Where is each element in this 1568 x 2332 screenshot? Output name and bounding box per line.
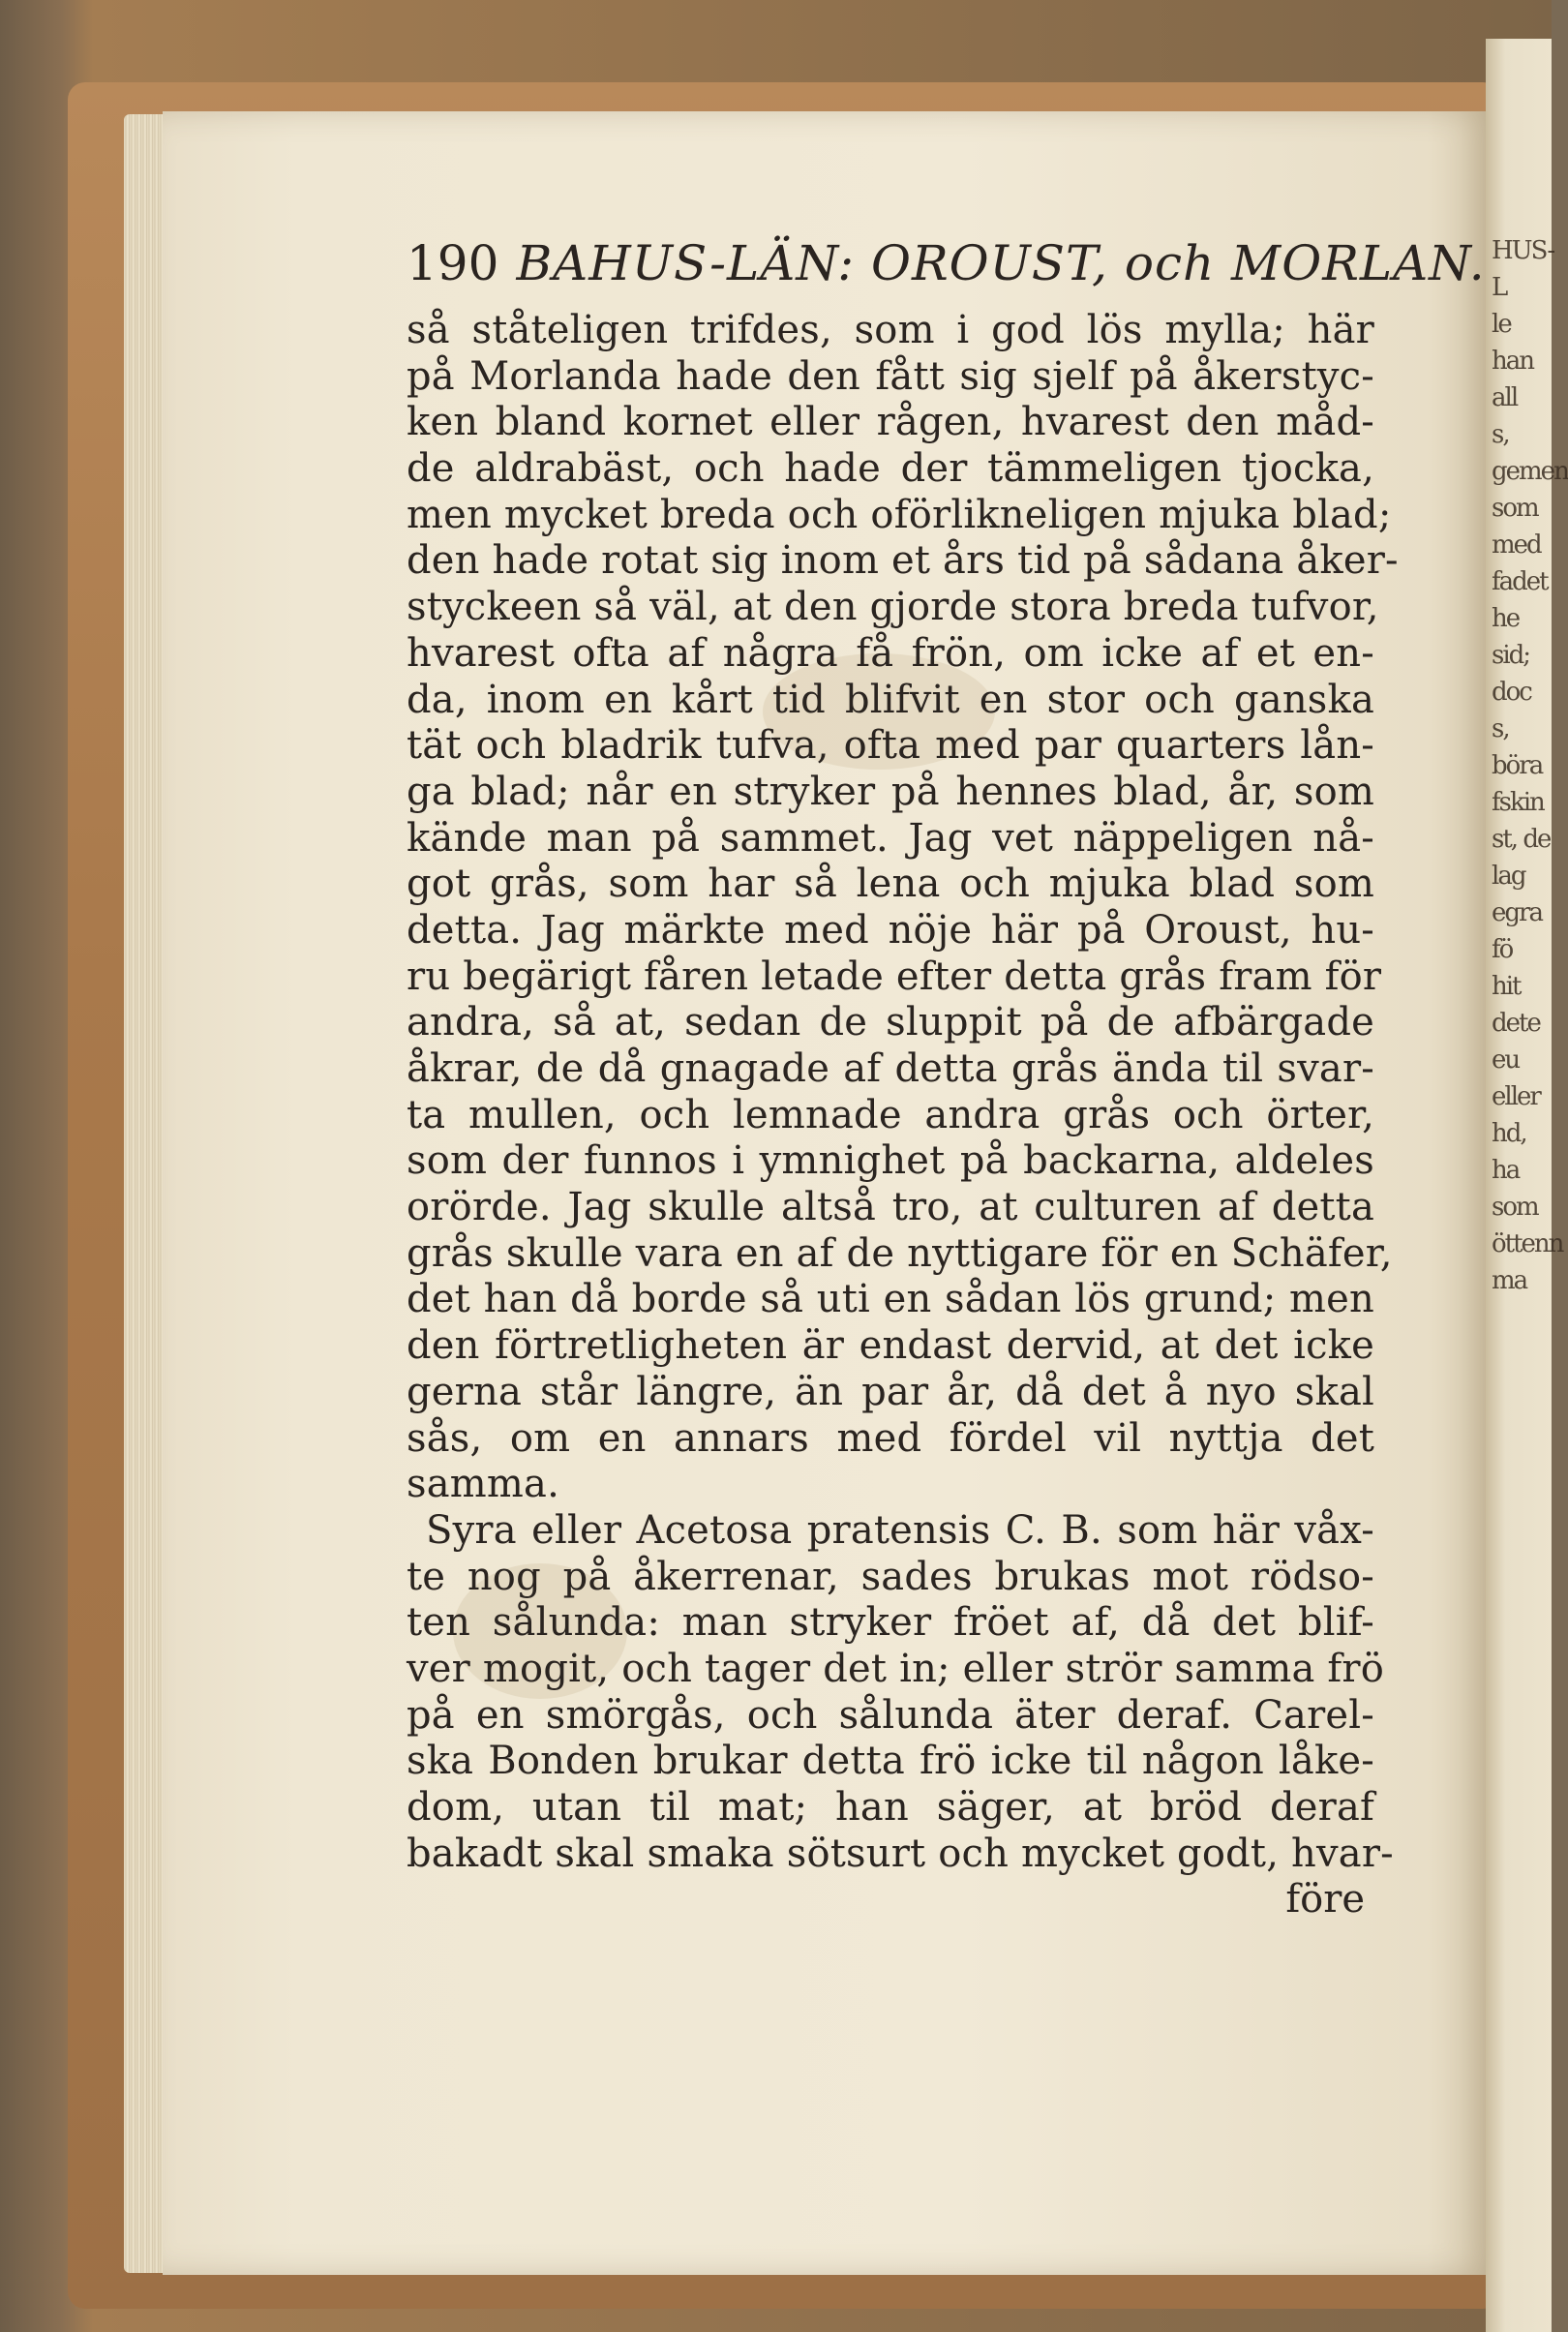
text-line: orörde. Jag skulle altså tro, at culturen af detta	[407, 1185, 1374, 1230]
text-line: Syra eller Acetosa pratensis C. B. som här våx-	[426, 1507, 1374, 1553]
fragment-line: s, gemen	[1492, 420, 1568, 486]
text-line: hvarest ofta af några få frön, om icke af et en-	[407, 630, 1374, 676]
text-line: som der funnos i ymnighet på backarna, aldeles	[407, 1138, 1374, 1184]
fragment-line: s, böra	[1492, 714, 1543, 780]
fragment-line: fadet he	[1492, 567, 1548, 633]
text-line: ken bland kornet eller rågen, hvarest den måd-	[407, 400, 1374, 445]
fragment-line: le han all	[1492, 310, 1533, 412]
fragment-line: som med	[1492, 494, 1541, 560]
fragment-line: eu eller	[1492, 1045, 1540, 1111]
fragment-line: st, de lag	[1492, 825, 1551, 891]
text-line: på Morlanda hade den fått sig sjelf på åkerstyc-	[407, 353, 1374, 399]
fragment-line: egra fö	[1492, 898, 1542, 964]
page-number: 190	[407, 235, 499, 291]
fragment-line: öttenn	[1492, 1229, 1563, 1258]
text-line: ru begärigt fåren letade efter detta grås fram för	[407, 954, 1382, 999]
fragment-line: hd, ha	[1492, 1119, 1526, 1185]
fragment-line: HUS-L	[1492, 236, 1554, 302]
text-line: da, inom en kårt tid blifvit en stor och ganska	[407, 677, 1374, 722]
fragment-line: sid; doc	[1492, 641, 1531, 707]
text-line: gerna står längre, än par år, då det å nyo skal	[407, 1369, 1374, 1414]
text-line: got grås, som har så lena och mjuka blad som	[407, 862, 1374, 907]
text-line: den förtretligheten är endast dervid, at det icke	[407, 1323, 1374, 1369]
fragment-line: fskin	[1492, 788, 1544, 817]
text-line: så ståteligen trifdes, som i god lös mylla; här	[407, 308, 1374, 352]
text-line: ga blad; når en stryker på hennes blad, år, som	[407, 769, 1374, 814]
page-edges	[124, 114, 163, 2273]
page-text	[407, 232, 1486, 1923]
text-line: sås, om en annars med fördel vil nyttja det	[407, 1415, 1374, 1461]
text-line: te nog på åkerrenar, sades brukas mot rödso-	[407, 1554, 1374, 1599]
text-line: de aldrabäst, och hade der tämmeligen tjocka,	[407, 446, 1374, 492]
text-line: ver mogit, och tager det in; eller strör samma frö	[407, 1646, 1385, 1691]
text-line: detta. Jag märkte med nöje här på Oroust, hu-	[407, 907, 1374, 953]
text-line: det han då borde så uti en sådan lös grund; men	[407, 1277, 1374, 1322]
text-line: dom, utan til mat; han säger, at bröd deraf	[407, 1785, 1374, 1830]
running-head: BAHUS-LÄN: OROUST, och MORLAN.	[516, 235, 1486, 291]
text-line: samma.	[407, 1462, 559, 1507]
fragment-line: ma	[1492, 1266, 1527, 1295]
text-line: grås skulle vara en af de nyttigare för en Schäfer,	[407, 1230, 1393, 1276]
text-line: andra, så at, sedan de sluppit på de afbärgade	[407, 1000, 1374, 1045]
text-line: på en smörgås, och sålunda äter deraf. Carel-	[407, 1692, 1374, 1738]
facing-page-edge	[1486, 39, 1568, 2332]
text-line: styckeen så väl, at den gjorde stora breda tufvor,	[407, 585, 1379, 630]
facing-page-text	[1492, 232, 1568, 1299]
text-line: tät och bladrik tufva, ofta med par quarters lån-	[407, 723, 1374, 769]
body-text	[407, 308, 1399, 1877]
text-line: kände man på sammet. Jag vet näppeligen nå-	[407, 815, 1374, 861]
page-header	[407, 232, 1486, 294]
text-line: ta mullen, och lemnade andra grås och örter,	[407, 1092, 1374, 1137]
text-line: ten sålunda: man stryker fröet af, då det blif-	[407, 1600, 1374, 1646]
text-line: bakadt skal smaka sötsurt och mycket godt, hvar-	[407, 1831, 1394, 1876]
text-line: den hade rotat sig inom et års tid på sådana åker-	[407, 538, 1399, 584]
fragment-line: som	[1492, 1193, 1538, 1222]
text-line: men mycket breda och oförlikneligen mjuka blad;	[407, 492, 1392, 537]
text-line: åkrar, de då gnagade af detta grås ända til svar-	[407, 1046, 1374, 1091]
text-line: ska Bonden brukar detta frö icke til någon låke-	[407, 1739, 1374, 1784]
fragment-line: hit dete	[1492, 972, 1540, 1038]
catchword: före	[1285, 1877, 1365, 1923]
